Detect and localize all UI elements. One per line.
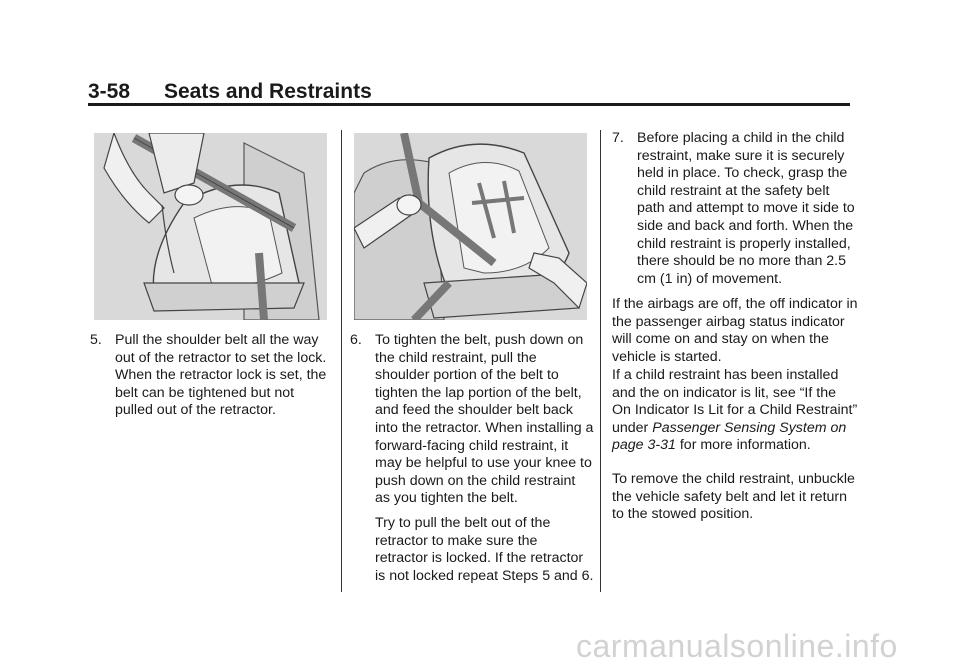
watermark: carmanualsonline.info [576,628,898,664]
step-7 [612,130,858,288]
header-rule [88,103,850,106]
paragraph-restraint-installed [612,367,858,455]
paragraph-tail: for more information. [679,437,811,454]
illustration-pull-shoulder-belt [94,133,327,320]
paragraph-lead: If a child restraint has been installed and the on indicator is lit, see “If the On Indicator Is Lit for a Child Restraint” under [612,367,858,436]
step-5 [90,332,335,420]
paragraph-airbag-off: If the airbags are off, the off indicator in the passenger airbag status indicator will come on and stay on when the vehicle is started. [612,296,858,365]
step-text: Pull the shoulder belt all the way out of the retractor to set the lock. When the retractor lock is set, the belt can be tightened but not pulled out of the retractor. [115,332,327,419]
step-number: 5. [90,332,102,348]
paragraph-remove: To remove the child restraint, unbuckle the vehicle safety belt and let it return to the stowed position. [612,471,855,523]
step-6 [350,332,594,585]
column-divider-1 [341,130,342,592]
column-divider-2 [600,130,601,592]
illustration-tighten-belt [354,133,587,320]
step-text: To tighten the belt, push down on the child restraint, pull the shoulder portion of the belt to tighten the lap portion of the belt, and feed the shoulder belt back into the retractor. When installing a forward-facing child restraint, it may be helpful to use your knee to push down on the child restraint as you tighten the belt. [375,332,594,507]
step-number: 6. [350,332,362,348]
step-note: Try to pull the belt out of the retractor to make sure the retractor is locked. If the retractor is not locked repeat Steps 5 and 6. [375,514,594,584]
page-number: 3-58 [88,80,131,103]
section-title: Seats and Restraints [164,80,372,103]
step-number: 7. [612,130,624,146]
cross-reference-link[interactable]: Passenger Sensing System on page 3-31 [612,419,847,454]
step-text: Before placing a child in the child restraint, make sure it is securely held in place. To check, grasp the child restraint at the safety belt path and attempt to move it side to side and back and forth. When the child restraint is properly installed, there should be no more than 2.5 cm (1 in) of movement. [637,130,855,287]
